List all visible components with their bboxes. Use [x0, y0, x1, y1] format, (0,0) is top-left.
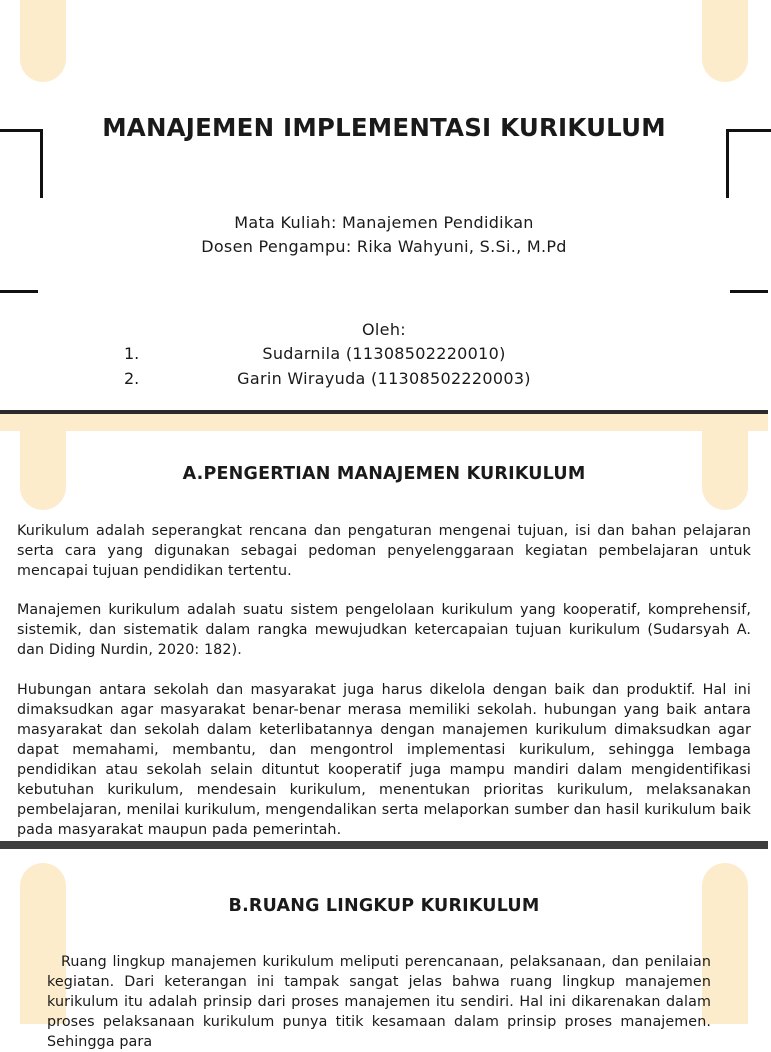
paragraph: Hubungan antara sekolah dan masyarakat juga harus dikelola dengan baik dan produktif. Hal ini dimaksudkan agar masyarakat benar-benar merasa memiliki sekolah. hubungan yang baik antara masyarakat dan sekolah dalam keterlibatannya dengan manajemen kurikulum dimaksudkan agar dapat memahami, membantu, dan mengontrol implementasi kurikulum, sehingga lembaga pendidikan atau sekolah selain dituntut kooperatif juga mampu mandiri dalam mengidentifikasi kebutuhan kurikulum, mendesain kurikulum, menentukan prioritas kurikulum, melaksanakan pembelajaran, menilai kurikulum, mengendalikan serta melaporkan sumber dan hasil kurikulum baik pada masyarakat maupun pada pemerintah. — [17, 682, 751, 838]
cream-band — [0, 414, 768, 431]
section-heading: A.PENGERTIAN MANAJEMEN KURIKULUM — [182, 464, 586, 484]
line-mark-right — [730, 290, 768, 293]
member-name: Garin Wirayuda (11308502220003) — [237, 369, 531, 388]
decorative-tab-right — [702, 0, 748, 82]
paragraph: Ruang lingkup manajemen kurikulum meliputi perencanaan, pelaksanaan, dan penilaian kegiatan. Dari keterangan ini tampak sangat jelas bahwa ruang lingkup manajemen kurikulum itu adalah prinsip dari proses manajemen itu sendiri. Hal ini dikarenakan dalam proses pelaksanaan kurikulum punya titik kesamaan dalam prinsip proses manajemen. Sehingga para — [47, 954, 711, 1050]
course-line: Mata Kuliah: Manajemen Pendidikan — [234, 213, 534, 232]
member-number: 2. — [124, 369, 140, 388]
by-label: Oleh: — [362, 320, 406, 339]
slide-divider — [0, 841, 768, 849]
document-title: MANAJEMEN IMPLEMENTASI KURIKULUM — [102, 113, 666, 142]
paragraph: Kurikulum adalah seperangkat rencana dan pengaturan mengenai tujuan, isi dan bahan pelajaran serta cara yang digunakan sebagai pedoman penyelenggaraan kegiatan pembelajaran untuk mencapai tujuan pendidikan tertentu. — [17, 523, 751, 579]
member-number: 1. — [124, 344, 140, 363]
decorative-tab-left — [20, 0, 66, 82]
title-slide — [0, 0, 768, 410]
lecturer-line: Dosen Pengampu: Rika Wahyuni, S.Si., M.Pd — [201, 237, 567, 256]
definition-slide — [0, 431, 768, 841]
line-mark-left — [0, 290, 38, 293]
member-name: Sudarnila (11308502220010) — [262, 344, 506, 363]
scope-slide — [0, 849, 768, 1050]
section-heading: B.RUANG LINGKUP KURIKULUM — [228, 896, 540, 916]
paragraph: Manajemen kurikulum adalah suatu sistem pengelolaan kurikulum yang kooperatif, komprehensif, sistemik, dan sistematik dalam rangka mewujudkan ketercapaian tujuan kurikulum (Sudarsyah A. dan Diding Nurdin, 2020: 182). — [17, 602, 751, 658]
